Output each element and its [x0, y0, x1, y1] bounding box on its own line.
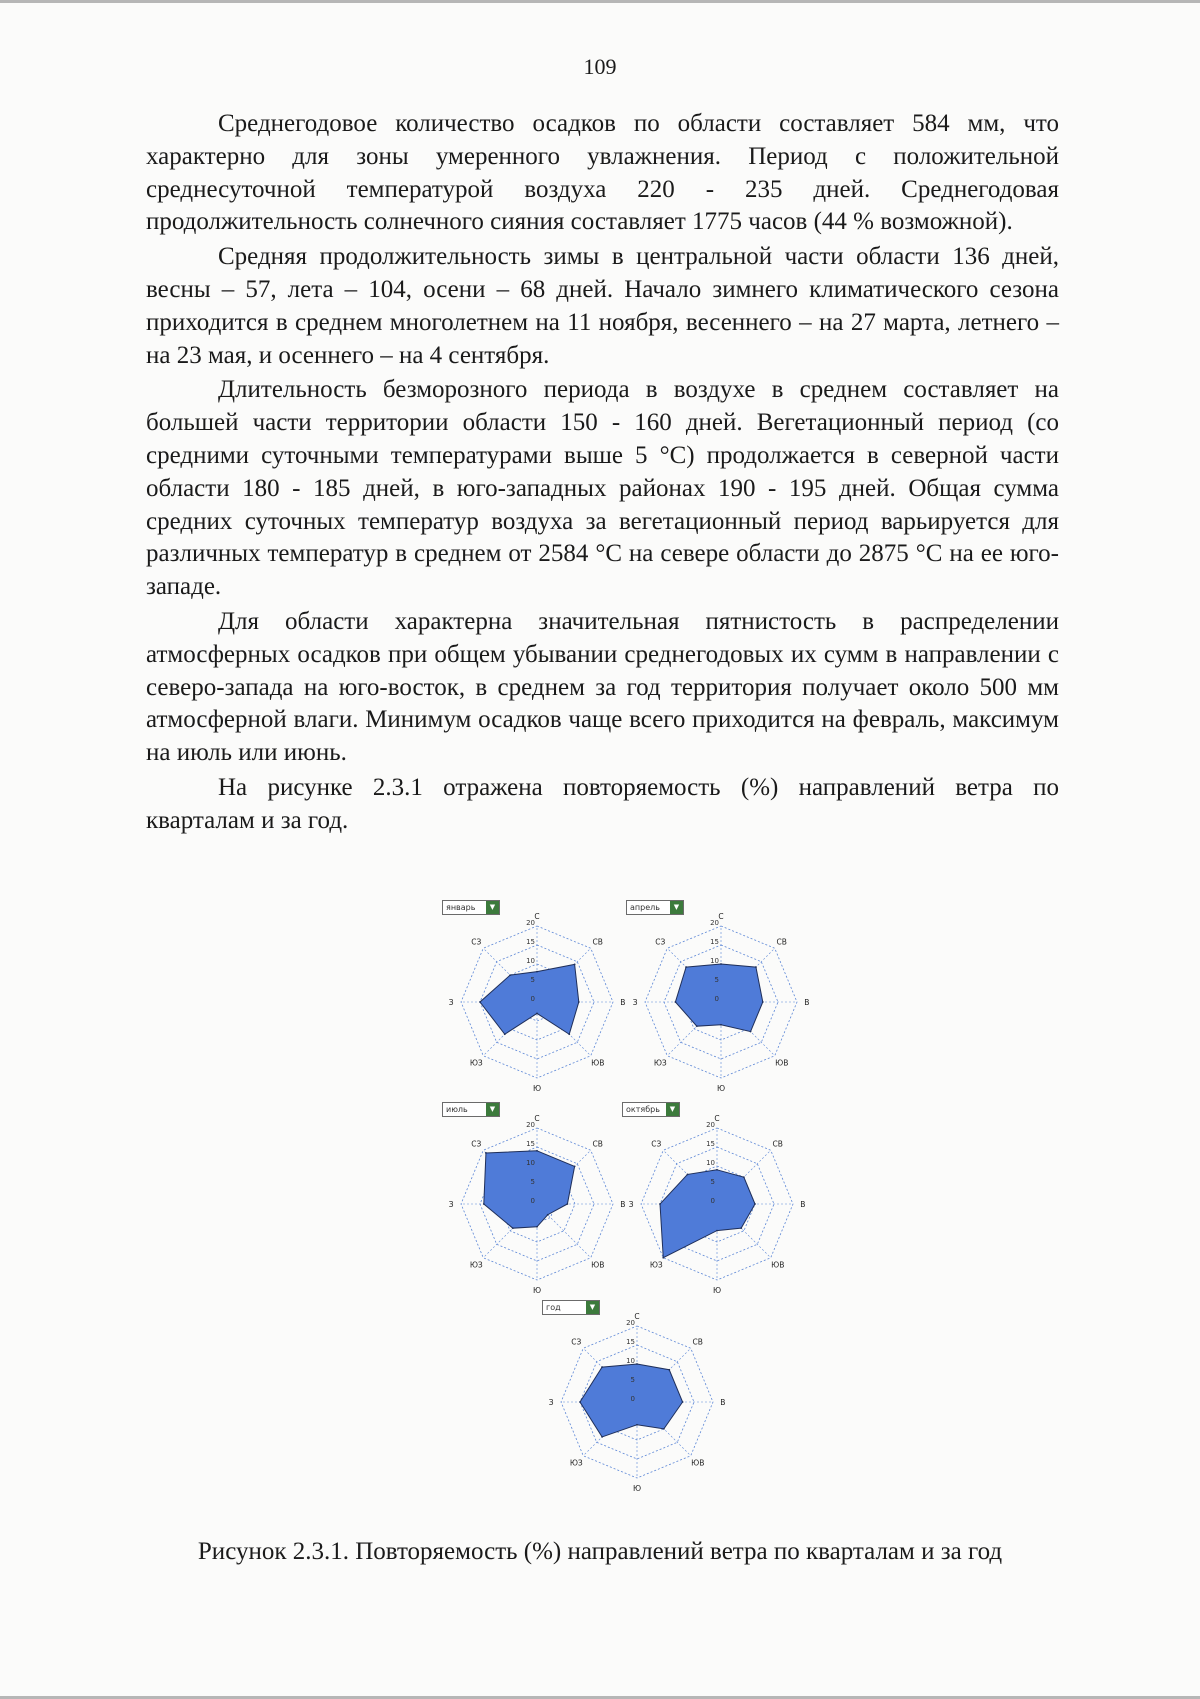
data-point [762, 1001, 764, 1003]
data-point [750, 1031, 752, 1033]
direction-label: СВ [592, 1139, 603, 1149]
data-point [687, 1174, 689, 1176]
direction-label: Ю [632, 1483, 642, 1493]
data-point [536, 1150, 538, 1152]
radar-svg [442, 1102, 632, 1302]
data-point [547, 1214, 549, 1216]
period-dropdown[interactable] [442, 1102, 500, 1117]
direction-label: С [534, 1114, 540, 1124]
direction-label: Ю [712, 1285, 722, 1295]
data-point [579, 1401, 581, 1403]
data-point [636, 1424, 638, 1426]
data-point [574, 1165, 576, 1167]
tick-label: 0 [710, 1197, 715, 1205]
data-point [601, 1366, 603, 1368]
direction-label: СЗ [651, 1139, 662, 1149]
direction-label: ЮЗ [649, 1260, 663, 1270]
direction-label: С [634, 1312, 640, 1322]
data-point [483, 1203, 485, 1205]
period-dropdown[interactable] [626, 900, 684, 915]
tick-label: 15 [626, 1338, 635, 1346]
dropdown-arrow-icon[interactable]: ▼ [586, 1301, 599, 1314]
direction-label: В [720, 1398, 726, 1407]
paragraph-precipitation: Среднегодовое количество осадков по области составляет 584 мм, что характерно для зоны умеренного увлажнения. Период с положительной среднесуточной температурой воздуха 220 - 235 дней. Среднегодовая продолжительность солнечного сияния составляет 1775 часов (44 % возможной). [146, 110, 1059, 236]
figure-caption: Рисунок 2.3.1. Повторяемость (%) направлений ветра по кварталам и за год [197, 1538, 1003, 1565]
data-point [716, 1230, 718, 1232]
data-point [675, 1001, 677, 1003]
data-point [740, 1227, 742, 1229]
tick-label: 15 [706, 1140, 715, 1148]
paragraph-seasons: Средняя продолжительность зимы в центральной части области 136 дней, весны – 57, лета – 104, осени – 68 дней. Начало зимнего климатического сезона приходится в среднем многолетнем на 11 ноября, весеннего – на 27 марта, летнего – на 23 мая, и осеннего – на 4 сентября. [146, 243, 1059, 369]
data-point [601, 1436, 603, 1438]
tick-label: 10 [710, 957, 719, 965]
wind-rose-chart [626, 900, 816, 1100]
tick-label: 15 [526, 938, 535, 946]
tick-label: 5 [710, 1178, 715, 1186]
tick-label: 20 [710, 919, 719, 927]
data-point [659, 1203, 661, 1205]
period-dropdown-value: год [546, 1303, 561, 1312]
wind-rose-chart [622, 1102, 812, 1302]
direction-label: З [448, 1200, 454, 1209]
tick-label: 0 [530, 1197, 535, 1205]
data-point [668, 1369, 670, 1371]
direction-label: Ю [532, 1083, 542, 1093]
data-point [536, 971, 538, 973]
data-polygon [480, 964, 579, 1034]
tick-label: 0 [714, 995, 719, 1003]
tick-label: 5 [630, 1376, 635, 1384]
direction-label: ЮВ [691, 1458, 705, 1468]
wind-rose-chart [442, 1102, 632, 1302]
direction-label: СВ [592, 937, 603, 947]
data-point [720, 1024, 722, 1026]
tick-label: 20 [526, 919, 535, 927]
tick-label: 5 [714, 976, 719, 984]
data-point [479, 1001, 481, 1003]
direction-label: В [620, 998, 626, 1007]
data-point [504, 1033, 506, 1035]
paragraph-atmospheric-precip: Для области характерна значительная пятнистость в распределении атмосферных осадков при общем убывании среднегодовых их сумм в направлении с северо-запада на юго-восток, в среднем за год территория получает около 500 мм атмосферной влаги. Минимум осадков чаще всего приходится на февраль, максимум на июль или июнь. [146, 607, 1059, 767]
direction-label: СВ [692, 1337, 703, 1347]
tick-label: 20 [526, 1121, 535, 1129]
period-dropdown-value: апрель [630, 903, 660, 912]
tick-label: 10 [526, 1159, 535, 1167]
period-dropdown[interactable] [622, 1102, 680, 1117]
direction-label: СЗ [655, 937, 666, 947]
data-point [754, 1203, 756, 1205]
data-point [636, 1363, 638, 1365]
period-dropdown[interactable] [542, 1300, 600, 1315]
data-point [567, 1203, 569, 1205]
page-number: 109 [583, 54, 617, 79]
paragraph-figure-ref: На рисунке 2.3.1 отражена повторяемость (%) направлений ветра по кварталам и за год. [146, 773, 1059, 834]
data-point [485, 1152, 487, 1154]
data-polygon [660, 1170, 755, 1258]
tick-label: 5 [530, 976, 535, 984]
direction-label: ЮЗ [469, 1260, 483, 1270]
direction-label: Ю [716, 1083, 726, 1093]
wind-rose-figure [446, 890, 830, 1510]
period-dropdown[interactable] [442, 900, 500, 915]
tick-label: 15 [526, 1140, 535, 1148]
tick-label: 5 [530, 1178, 535, 1186]
direction-label: З [548, 1398, 554, 1407]
tick-label: 0 [630, 1395, 635, 1403]
dropdown-arrow-icon[interactable]: ▼ [486, 1103, 499, 1116]
wind-rose-chart [542, 1300, 732, 1500]
tick-label: 20 [706, 1121, 715, 1129]
data-point [662, 1257, 664, 1259]
period-dropdown-value: октябрь [626, 1105, 660, 1114]
tick-label: 10 [626, 1357, 635, 1365]
direction-label: СВ [776, 937, 787, 947]
direction-label: ЮВ [591, 1260, 605, 1270]
direction-label: С [714, 1114, 720, 1124]
direction-label: СВ [772, 1139, 783, 1149]
wind-rose-chart [442, 900, 632, 1100]
direction-label: С [718, 912, 724, 922]
direction-label: СЗ [571, 1337, 582, 1347]
data-point [536, 1013, 538, 1015]
data-point [509, 974, 511, 976]
direction-label: В [800, 1200, 806, 1209]
data-point [512, 1227, 514, 1229]
direction-label: ЮЗ [653, 1058, 667, 1068]
direction-label: ЮВ [771, 1260, 785, 1270]
body-text [146, 108, 1059, 840]
data-point [743, 1176, 745, 1178]
dropdown-arrow-icon[interactable]: ▼ [670, 901, 683, 914]
tick-label: 10 [706, 1159, 715, 1167]
tick-label: 20 [626, 1319, 635, 1327]
dropdown-arrow-icon[interactable]: ▼ [486, 901, 499, 914]
direction-label: З [632, 998, 638, 1007]
data-polygon [675, 964, 762, 1032]
data-point [682, 1401, 684, 1403]
data-point [574, 963, 576, 965]
direction-label: В [620, 1200, 626, 1209]
direction-label: СЗ [471, 1139, 482, 1149]
data-point [755, 966, 757, 968]
scan-top-edge [0, 0, 1200, 3]
radar-svg [626, 900, 816, 1100]
period-dropdown-value: январь [446, 903, 476, 912]
paragraph-frost-free: Длительность безморозного периода в воздухе в среднем составляет на большей части территории области 150 - 160 дней. Вегетационный период (со средними суточными температурами выше 5 °С) продолжается в северной части области 180 - 185 дней, в юго-западных районах 190 - 195 дней. Общая сумма средних суточных температур воздуха за вегетационный период варьируется для различных температур в среднем от 2584 °С на севере области до 2875 °С на ее юго-западе. [146, 376, 1059, 601]
data-point [578, 1001, 580, 1003]
direction-label: В [804, 998, 810, 1007]
direction-label: С [534, 912, 540, 922]
period-dropdown-value: июль [446, 1105, 468, 1114]
direction-label: ЮВ [775, 1058, 789, 1068]
data-point [716, 1169, 718, 1171]
data-point [536, 1226, 538, 1228]
data-point [568, 1033, 570, 1035]
tick-label: 10 [526, 957, 535, 965]
dropdown-arrow-icon[interactable]: ▼ [666, 1103, 679, 1116]
radar-svg [442, 900, 632, 1100]
direction-label: ЮВ [591, 1058, 605, 1068]
data-point [696, 1025, 698, 1027]
radar-svg [622, 1102, 812, 1302]
direction-label: ЮЗ [569, 1458, 583, 1468]
radar-svg [542, 1300, 732, 1500]
data-point [685, 966, 687, 968]
direction-label: Ю [532, 1285, 542, 1295]
tick-label: 0 [530, 995, 535, 1003]
data-point [720, 963, 722, 965]
tick-label: 15 [710, 938, 719, 946]
direction-label: ЮЗ [469, 1058, 483, 1068]
direction-label: СЗ [471, 937, 482, 947]
data-point [663, 1428, 665, 1430]
direction-label: З [448, 998, 454, 1007]
direction-label: З [628, 1200, 634, 1209]
